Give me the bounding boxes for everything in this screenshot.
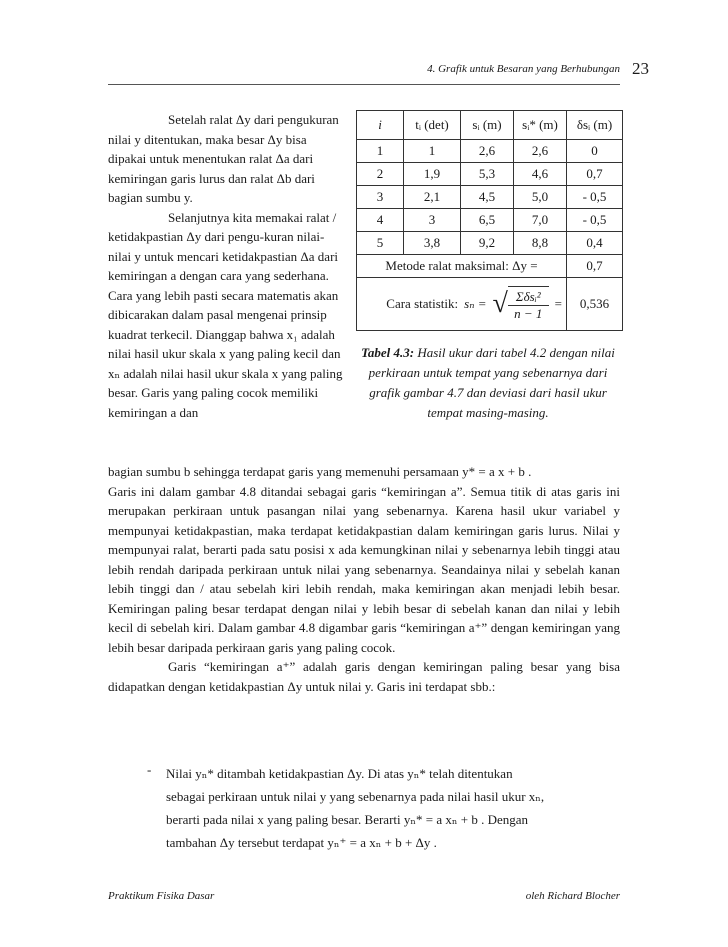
left-column-text bbox=[108, 110, 344, 422]
table-row bbox=[357, 186, 623, 209]
max-error-label: Metode ralat maksimal: Δy = bbox=[357, 255, 567, 278]
table-cell: 1,9 bbox=[404, 163, 461, 186]
table-cell: 3,8 bbox=[404, 232, 461, 255]
table-cell: 0,4 bbox=[567, 232, 623, 255]
bullet-line-4: tambahan Δy tersebut terdapat yₙ⁺ = a xₙ + b + Δy . bbox=[166, 835, 437, 850]
fraction-numerator: Σδsᵢ² bbox=[508, 289, 549, 306]
caption-text: Hasil ukur dari tabel 4.2 dengan nilai perkiraan untuk tempat yang sebenarnya dari grafik gambar 4.7 dan deviasi dari hasil ukur tempat masing-masing. bbox=[368, 345, 615, 420]
bullet-line-2: sebagai perkiraan untuk nilai y yang sebenarnya pada nilai hasil ukur xₙ, bbox=[166, 789, 545, 804]
table-row bbox=[357, 140, 623, 163]
bullet-marker: - bbox=[147, 762, 152, 777]
statistic-row bbox=[357, 278, 623, 331]
bullet-item bbox=[166, 762, 620, 854]
statistic-lhs: sₙ = bbox=[464, 296, 487, 311]
table-header-cell: tᵢ (det) bbox=[404, 111, 461, 140]
table-cell: - 0,5 bbox=[567, 186, 623, 209]
table-cell: 5,3 bbox=[461, 163, 514, 186]
table-cell: 7,0 bbox=[514, 209, 567, 232]
table-cell: 6,5 bbox=[461, 209, 514, 232]
paragraph-4: Garis “kemiringan a⁺” adalah garis dengan kemiringan paling besar yang bisa didapatkan dengan ketidakpastian Δy untuk nilai y. Garis ini terdapat sbb.: bbox=[108, 659, 620, 694]
table-cell: 3 bbox=[404, 209, 461, 232]
table-cell: 3 bbox=[357, 186, 404, 209]
table-row bbox=[357, 163, 623, 186]
table-cell: 2,6 bbox=[514, 140, 567, 163]
footer-book-title: Praktikum Fisika Dasar bbox=[108, 890, 215, 902]
table-caption bbox=[356, 343, 620, 423]
table-header-cell: δsᵢ (m) bbox=[567, 111, 623, 140]
statistic-formula-cell bbox=[357, 278, 567, 331]
table-cell: 2,6 bbox=[461, 140, 514, 163]
fraction-denominator: n − 1 bbox=[514, 306, 543, 321]
table-cell: 1 bbox=[404, 140, 461, 163]
table-header-cell: sᵢ* (m) bbox=[514, 111, 567, 140]
bullet-line-3: berarti pada nilai x yang paling besar. Berarti yₙ* = a xₙ + b . Dengan bbox=[166, 812, 528, 827]
table-cell: 4 bbox=[357, 209, 404, 232]
table-cell: 0 bbox=[567, 140, 623, 163]
table-cell: 2,1 bbox=[404, 186, 461, 209]
table-row bbox=[357, 232, 623, 255]
max-error-row bbox=[357, 255, 623, 278]
table-header-cell: i bbox=[357, 111, 404, 140]
statistic-value: 0,536 bbox=[567, 278, 623, 331]
max-error-value: 0,7 bbox=[567, 255, 623, 278]
caption-label: Tabel 4.3: bbox=[361, 345, 415, 360]
paragraph-1: Setelah ralat Δy dari pengukuran nilai y ditentukan, maka besar Δy bisa dipakai untuk menentukan ralat Δa dari kemiringan garis lurus dan ralat Δb dari bagian sumbu y. bbox=[108, 112, 339, 205]
table-cell: 5 bbox=[357, 232, 404, 255]
main-body-text bbox=[108, 462, 620, 696]
table-cell: 9,2 bbox=[461, 232, 514, 255]
table-cell: 4,5 bbox=[461, 186, 514, 209]
paragraph-2: Selanjutnya kita memakai ralat / ketidakpastian Δy dari pengu-kuran nilai-nilai y untuk mencari ketidakpastian Δa dari kemiringan a dengan cara yang sederhana. Cara yang lebih pasti secara matematis akan dibicarakan dalam pasal mengenai prinsip kuadrat terkecil. Dianggap bahwa x₁ adalah nilai hasil ukur skala x yang paling kecil dan xₙ adalah nilai hasil ukur skala x yang paling besar. Garis yang paling cocok memiliki kemiringan a dan bbox=[108, 209, 343, 420]
paragraph-3: Garis ini dalam gambar 4.8 ditandai sebagai garis “kemiringan a”. Semua titik di atas garis ini merupakan perkiraan untuk pasangan nilai yang sebenarnya. Karena hasil ukur variabel y mempunyai ketidakpastian, maka terdapat ketidakpastian dalam kemiringan garis lurus. Nilai y mempunyai ralat, berarti pada satu posisi x ada kemungkinan nilai y sebenarnya lebih tinggi atau lebih rendah daripada perkiraan untuk nilai yang sebenarnya. Seandainya nilai y sebelah kanan lebih tinggi dan / atau sebelah kiri lebih rendah, maka kemiringan akan menjadi lebih besar. Kemiringan paling besar terdapat dengan nilai y lebih besar di sebelah kanan dan nilai y lebih kecil di sebelah kiri. Dalam gambar 4.8 digambar garis “kemiringan a⁺” dengan kemiringan yang lebih besar daripada perkiraan garis yang paling cocok. bbox=[108, 483, 620, 655]
table-cell: 0,7 bbox=[567, 163, 623, 186]
statistic-label: Cara statistik: bbox=[386, 296, 459, 311]
fraction bbox=[508, 286, 549, 322]
table-cell: - 0,5 bbox=[567, 209, 623, 232]
results-table bbox=[356, 110, 623, 331]
table-cell: 2 bbox=[357, 163, 404, 186]
table-row bbox=[357, 209, 623, 232]
table-header-row bbox=[357, 111, 623, 140]
square-root bbox=[493, 286, 549, 322]
header-rule bbox=[108, 84, 620, 85]
running-header: 4. Grafik untuk Besaran yang Berhubungan bbox=[427, 63, 620, 75]
table-header-cell: sᵢ (m) bbox=[461, 111, 514, 140]
footer-author: oleh Richard Blocher bbox=[525, 890, 620, 902]
body-line-1: bagian sumbu b sehingga terdapat garis yang memenuhi persamaan y* = a x + b . bbox=[108, 464, 532, 479]
table-cell: 1 bbox=[357, 140, 404, 163]
page-number: 23 bbox=[632, 59, 649, 78]
root-symbol-icon: √ bbox=[492, 288, 508, 319]
table-cell: 5,0 bbox=[514, 186, 567, 209]
table-cell: 4,6 bbox=[514, 163, 567, 186]
statistic-equals: = bbox=[554, 296, 562, 311]
table-cell: 8,8 bbox=[514, 232, 567, 255]
bullet-line-1: Nilai yₙ* ditambah ketidakpastian Δy. Di atas yₙ* telah ditentukan bbox=[166, 766, 513, 781]
